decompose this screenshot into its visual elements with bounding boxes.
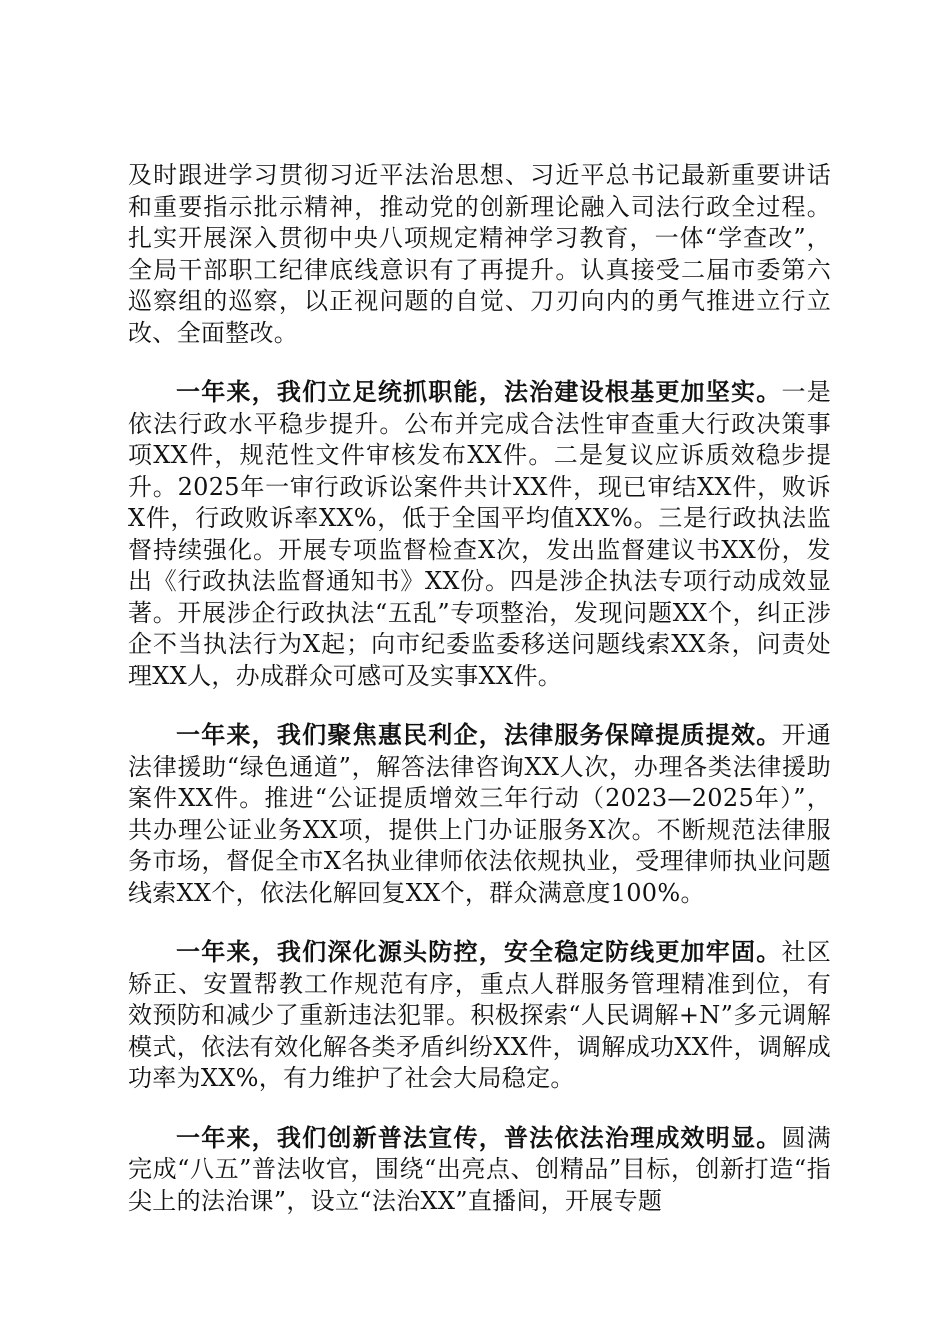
paragraph-lead-heading: 一年来，我们深化源头防控，安全稳定防线更加牢固。 <box>176 937 782 966</box>
paragraph-security-stability <box>128 936 831 1095</box>
paragraph-text: 开通法律援助“绿色通道”，解答法律咨询XX人次，办理各类法律援助案件XX件。推进“公证提质增效三年行动（2023—2025年）”，共办理公证业务XX项，提供上门办证服务X次。不断规范法律服务市场，督促全市X名执业律师依法依规执业，受理律师执业问题线索XX个，依法化解回复XX个，群众满意度100%。 <box>128 721 831 907</box>
paragraph-lead-heading: 一年来，我们聚焦惠民利企，法律服务保障提质提效。 <box>176 720 782 749</box>
paragraph-text: 及时跟进学习贯彻习近平法治思想、习近平总书记最新重要讲话和重要指示批示精神，推动党的创新理论融入司法行政全过程。扎实开展深入贯彻中央八项规定精神学习教育，一体“学查改”，全局干部职工纪律底线意识有了再提升。认真接受二届市委第六巡察组的巡察，以正视问题的自觉、刀刃向内的勇气推进立行立改、全面整改。 <box>128 161 831 347</box>
paragraph-lead-heading: 一年来，我们立足统抓职能，法治建设根基更加坚实。 <box>176 377 782 406</box>
paragraph-legal-education <box>128 1122 831 1218</box>
paragraph-text: 一是依法行政水平稳步提升。公布并完成合法性审查重大行政决策事项XX件，规范性文件审核发布XX件。二是复议应诉质效稳步提升。2025年一审行政诉讼案件共计XX件，现已审结XX件，败诉X件，行政败诉率XX%，低于全国平均值XX%。三是行政执法监督持续强化。开展专项监督检查X次，发出监督建议书XX份，发出《行政执法监督通知书》XX份。四是涉企执法专项行动成效显著。开展涉企行政执法“五乱”专项整治，发现问题XX个，纠正涉企不当执法行为X起；向市纪委监委移送问题线索XX条，问责处理XX人，办成群众可感可及实事XX件。 <box>128 378 831 690</box>
paragraph-party-building <box>128 160 831 349</box>
paragraph-text: 圆满完成“八五”普法收官，围绕“出亮点、创精品”目标，创新打造“指尖上的法治课”，设立“法治XX”直播间，开展专题 <box>128 1123 831 1215</box>
paragraph-rule-of-law-construction <box>128 376 831 692</box>
paragraph-legal-services <box>128 719 831 909</box>
paragraph-lead-heading: 一年来，我们创新普法宣传，普法依法治理成效明显。 <box>176 1122 782 1152</box>
paragraph-text: 社区矫正、安置帮教工作规范有序，重点人群服务管理精准到位，有效预防和减少了重新违法犯罪。积极探索“人民调解+N”多元调解模式，依法有效化解各类矛盾纠纷XX件，调解成功XX件，调解成功率为XX%，有力维护了社会大局稳定。 <box>128 938 831 1092</box>
document-body <box>128 160 831 1244</box>
